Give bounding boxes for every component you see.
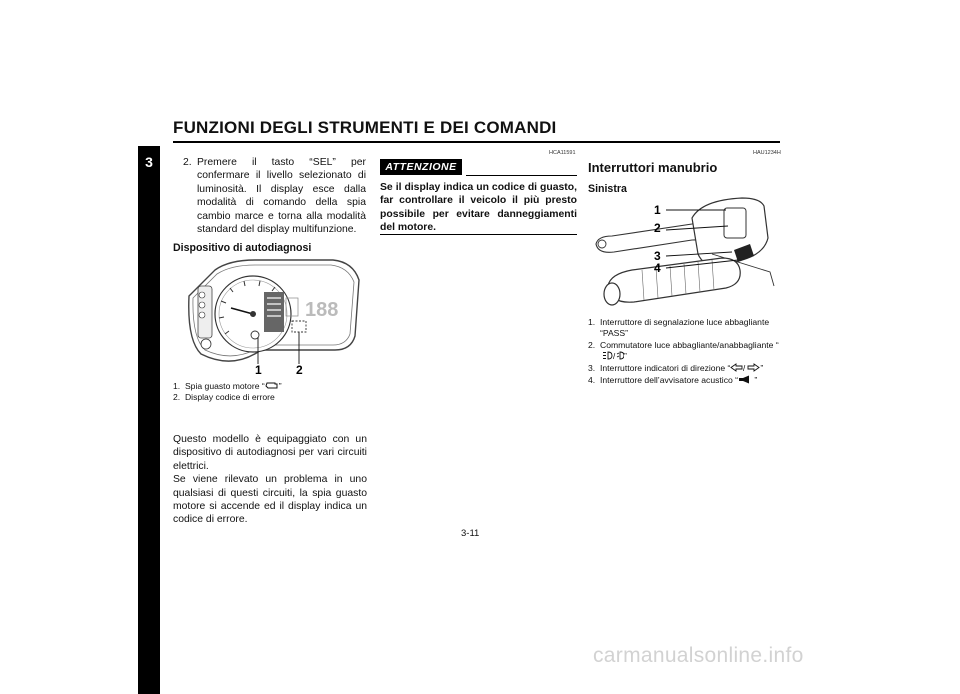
svg-text:/: / — [613, 352, 616, 360]
page-title: FUNZIONI DEGLI STRUMENTI E DEI COMANDI — [173, 118, 557, 137]
engine-icon — [265, 381, 279, 390]
svg-text:/: / — [743, 364, 746, 372]
instrument-cluster-figure — [185, 258, 363, 376]
figure-captions — [173, 381, 368, 403]
chapter-tab — [138, 146, 160, 694]
attention-text: Se il display indica un codice di guasto, far controllare il veicolo il più presto possibile per evitare danneggiamenti del motore. — [380, 182, 577, 234]
title-rule — [173, 141, 780, 143]
callout-4: 4 — [654, 261, 661, 275]
callout-3: 3 — [654, 249, 661, 263]
self-diagnosis-heading: Dispositivo di autodiagnosi — [173, 242, 312, 254]
step-2 — [183, 156, 366, 236]
attention-bottom-rule — [380, 234, 577, 235]
page-number: 3-11 — [461, 528, 480, 539]
list-item: 3. Interruttore indicatori di direzione “ / ” — [588, 363, 764, 373]
callout-2: 2 — [296, 363, 303, 376]
chapter-number: 3 — [145, 154, 153, 170]
caption-1: 1. Spia guasto motore “ ” — [173, 381, 282, 391]
section-code: HAU1234H — [753, 150, 781, 156]
attention-label: ATTENZIONE — [380, 159, 462, 175]
watermark: carmanualsonline.info — [593, 644, 804, 667]
step-text: Premere il tasto “SEL” per confermare il livello selezionato di luminosità. Il display esce dalla modalità di comando della spia cambio marce e torna alla modalità standard del display multifunzione. — [197, 157, 366, 236]
notice-code: HCA11591 — [549, 150, 576, 156]
lcd-digits: 188 — [305, 299, 339, 321]
list-item: 2. Commutatore luce abbagliante/anabbagliante “ / ” — [588, 340, 779, 361]
caption-2: 2. Display codice di errore — [173, 392, 275, 402]
callout-1: 1 — [255, 363, 262, 376]
section-subtitle: Sinistra — [588, 183, 627, 195]
attention-rule — [466, 175, 577, 176]
turn-signal-icon — [730, 363, 760, 372]
handlebar-switches-figure — [592, 196, 782, 312]
switch-list — [588, 317, 783, 387]
list-item: 1. Interruttore di segnalazione luce abbagliante “PASS” — [588, 317, 770, 338]
horn-icon — [738, 375, 752, 384]
self-diagnosis-text — [173, 433, 367, 527]
headlight-icon — [600, 351, 624, 360]
paragraph-2: Se viene rilevato un problema in uno qualsiasi di questi circuiti, la spia guasto motore si accende ed il display indica un codice di errore. — [173, 474, 367, 526]
section-title: Interruttori manubrio — [588, 160, 718, 175]
list-item: 4. Interruttore dell’avvisatore acustico “ ” — [588, 375, 758, 385]
callout-1: 1 — [654, 203, 661, 217]
callout-2: 2 — [654, 221, 661, 235]
paragraph-1: Questo modello è equipaggiato con un dispositivo di autodiagnosi per vari circuiti elettrici. — [173, 434, 367, 472]
step-number: 2. — [183, 157, 192, 168]
